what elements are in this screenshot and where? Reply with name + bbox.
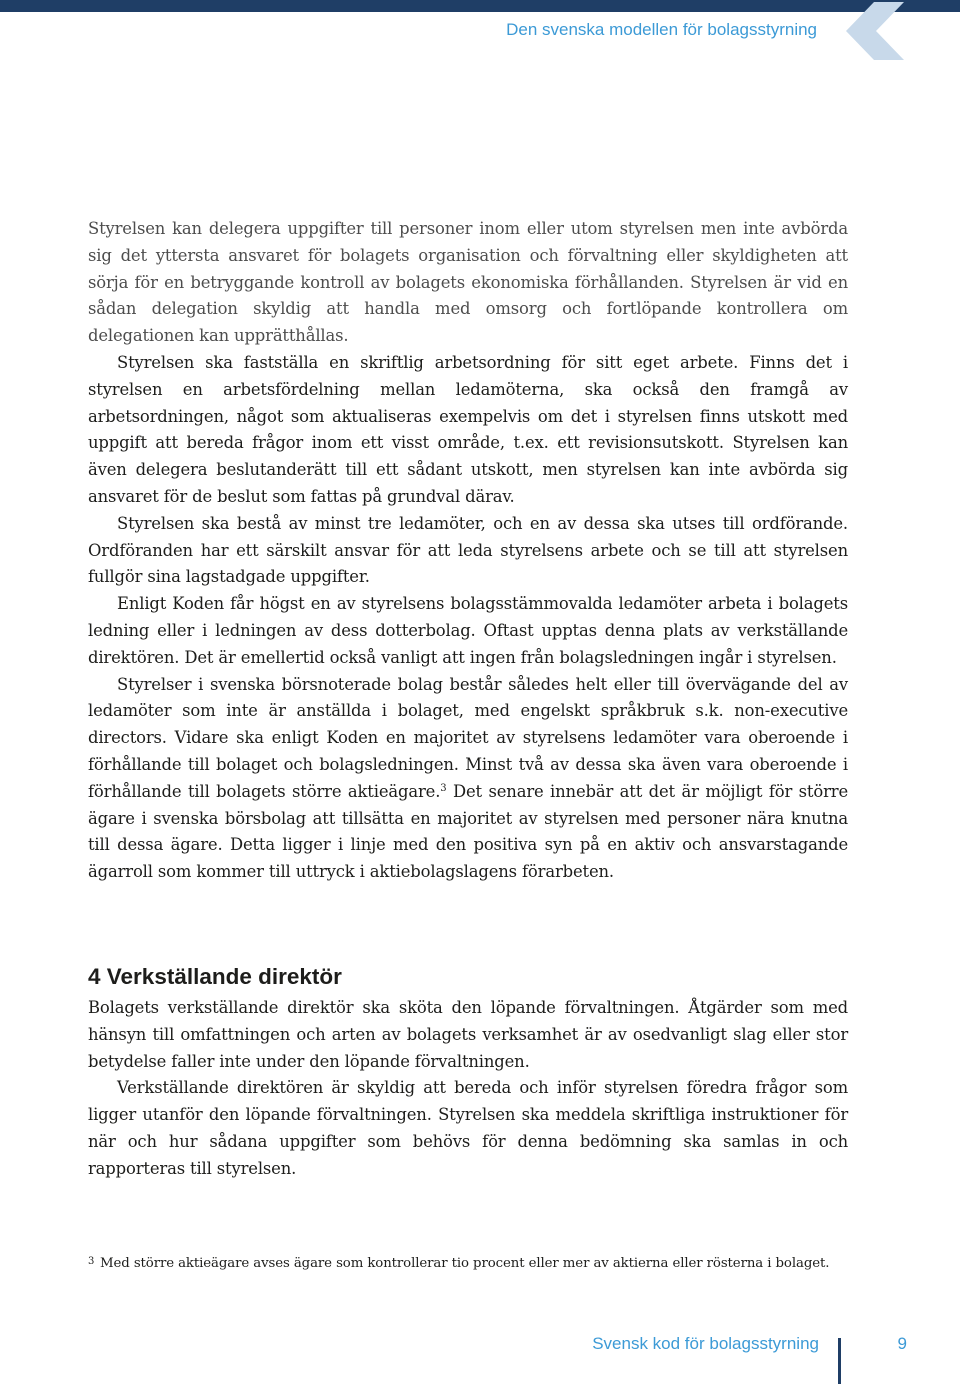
page-number: 9 [897, 1334, 907, 1353]
footer-title: Svensk kod för bolagsstyrning [592, 1334, 819, 1353]
running-title: Den svenska modellen för bolagsstyrning [506, 20, 817, 39]
header-bar [0, 0, 960, 12]
paragraph-text: Det senare innebär att det är möjligt för större ägare i svenska börsbolag att tillsätta en majoritet av styrelsen med personer nära knutna till dessa ägare. Detta ligger i linje med den positiva syn på en aktiv och ansvarstagande ägarroll som kommer till uttryck i aktiebolagslagens förarbeten. [88, 781, 848, 882]
paragraph: Styrelsen kan delegera uppgifter till personer inom eller utom styrelsen men inte avbörda sig det yttersta ansvaret för bolagets organisation och förvaltning eller skyldigheten att sörja för en betryggande kontroll av bolagets ekonomiska förhållanden. Styrelsen är vid en sådan delegation skyldig att handla med omsorg och fortlöpande kontrollera om delegationen kan upprätthållas. [88, 219, 848, 346]
footnote [88, 1253, 868, 1273]
footnote-text: Med större aktieägare avses ägare som kontrollerar tio procent eller mer av aktierna eller rösterna i bolaget. [100, 1256, 830, 1271]
footer-divider [838, 1338, 841, 1384]
chevron-left-icon [840, 0, 910, 62]
paragraph: Bolagets verkställande direktör ska sköta den löpande förvaltningen. Åtgärder som med hänsyn till omfattningen och arten av bolagets verksamhet är av osedvanligt slag eller stor betydelse faller inte under den löpande förvaltningen. [88, 998, 848, 1071]
paragraph: Styrelsen ska bestå av minst tre ledamöter, och en av dessa ska utses till ordförande. Ordföranden har ett särskilt ansvar för att leda styrelsens arbete och se till att styrelsen fullgör sina lagstadgade uppgifter. [88, 513, 848, 587]
body-text [88, 216, 848, 886]
paragraph: Verkställande direktören är skyldig att bereda och inför styrelsen föredra frågor som ligger utanför den löpande förvaltningen. Styrelsen ska meddela skriftliga instruktioner för när och hur sådana uppgifter som behövs för denna bedömning ska samlas in och rapporteras till styrelsen. [88, 1078, 848, 1178]
paragraph: Enligt Koden får högst en av styrelsens bolagsstämmovalda ledamöter arbeta i bolagets ledning eller i ledningen av dess dotterbolag. Oftast upptas denna plats av verkställande direktören. Det är emellertid också vanligt att ingen från bolagsledningen ingår i styrelsen. [88, 594, 848, 667]
footnote-number: 3 [88, 1256, 95, 1267]
paragraph: Styrelsen ska fastställa en skriftlig arbetsordning för sitt eget arbete. Finns det i styrelsen en arbetsfördelning mellan ledamöterna, ska också den framgå av arbetsordningen, något som aktualiseras exempelvis om det i styrelsen finns utskott med uppgift att bereda frågor inom ett visst område, t.ex. ett revisionsutskott. Styrelsen kan även delegera beslutanderätt till ett sådant utskott, men styrelsen kan inte avbörda sig ansvaret för de beslut som fattas på grundval därav. [88, 352, 848, 506]
footnote-reference: 3 [440, 782, 447, 794]
paragraph [88, 672, 848, 886]
section-heading: 4 Verkställande direktör [88, 964, 342, 989]
section-body [88, 995, 848, 1183]
paragraph-text: Styrelser i svenska börsnoterade bolag består således helt eller till övervägande del av ledamöter som inte är anställda i bolaget, med engelskt språkbruk s.k. non-executive directors. Vidare ska enligt Koden en majoritet av styrelsens ledamöter vara oberoende i förhållande till bolaget och bolagsledningen. Minst två av dessa ska även vara oberoende i förhållande till bolagets större aktieägare. [88, 674, 848, 801]
